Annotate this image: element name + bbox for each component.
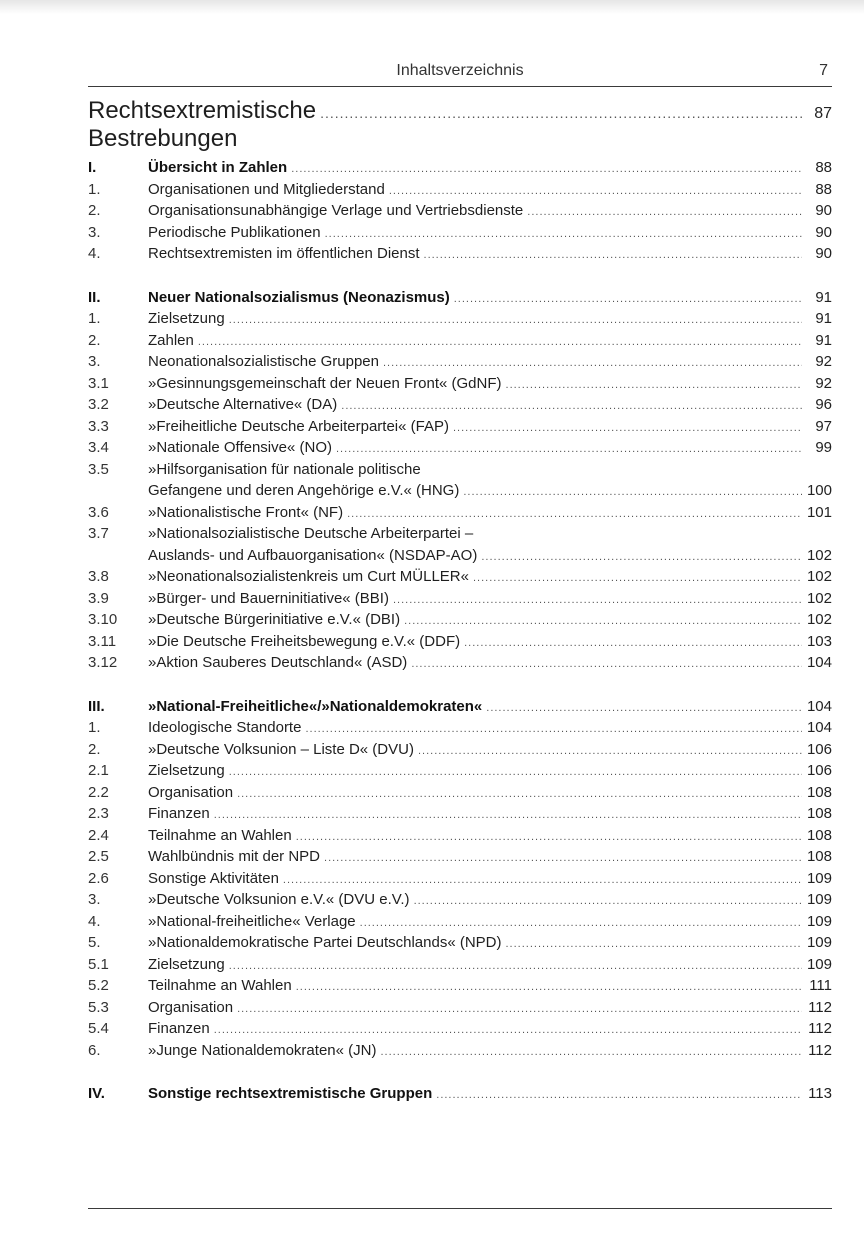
entry-title: Organisation: [148, 998, 234, 1016]
entry-number: IV.: [88, 1085, 105, 1102]
entry-page: 91: [815, 331, 832, 349]
entry-number: II.: [88, 288, 101, 306]
entry-number: 5.3: [88, 998, 109, 1016]
entry-number: 2.5: [88, 848, 109, 865]
entry-page: 97: [815, 417, 832, 435]
entry-page: 109: [806, 955, 832, 973]
entry-page: 92: [815, 353, 832, 370]
entry-number: 2.: [88, 202, 101, 219]
leader-dots: [320, 105, 802, 121]
entry-title: »Nationalsozialistische Deutsche Arbeiterpartei –: [148, 525, 474, 542]
toc-list: [88, 157, 832, 1105]
leader-dots: [473, 568, 802, 590]
toc-entry: [88, 868, 832, 890]
entry-page: 102: [806, 589, 832, 607]
entry-page: 112: [808, 998, 832, 1016]
running-header-title: Inhaltsverzeichnis: [396, 62, 524, 79]
entry-page: 109: [806, 912, 832, 930]
toc-entry: [88, 502, 832, 524]
entry-number: 2.6: [88, 869, 109, 887]
entry-number: 5.4: [88, 1020, 109, 1037]
toc-entry: [88, 373, 832, 395]
entry-title: Sonstige rechtsextremistische Gruppen: [148, 1085, 433, 1102]
toc-entry: [88, 1040, 832, 1062]
leader-dots: [506, 934, 803, 956]
entry-title: Organisationen und Mitgliederstand: [148, 180, 385, 198]
toc-entry: [88, 351, 832, 373]
entry-title: »Deutsche Alternative« (DA): [148, 396, 338, 413]
section-heading: [88, 157, 832, 179]
toc-entry: [88, 889, 832, 911]
entry-page: 111: [809, 977, 832, 994]
entry-title: Wahlbündnis mit der NPD: [148, 848, 321, 865]
header-rule: [88, 86, 832, 87]
entry-number: 3.7: [88, 525, 109, 542]
toc-entry: [88, 179, 832, 201]
entry-page: 104: [806, 697, 832, 715]
leader-dots: [336, 439, 802, 461]
section-heading: [88, 1083, 832, 1105]
toc-entry: [88, 739, 832, 761]
entry-page: 108: [806, 805, 832, 822]
entry-number: 3.4: [88, 439, 109, 456]
toc-entry: [88, 523, 832, 545]
leader-dots: [198, 332, 802, 354]
leader-dots: [291, 159, 802, 181]
entry-page: 92: [815, 374, 832, 392]
entry-number: 3.1: [88, 374, 109, 392]
entry-title: Teilnahme an Wahlen: [148, 826, 292, 844]
entry-page: 102: [806, 611, 832, 628]
toc-entry-continuation: [88, 545, 832, 567]
entry-title: »National-freiheitliche« Verlage: [148, 912, 356, 930]
entry-number: 2.: [88, 331, 101, 349]
leader-dots: [341, 396, 802, 418]
toc-entry-continuation: [88, 480, 832, 502]
entry-title: Finanzen: [148, 805, 210, 822]
toc-section: [88, 157, 832, 265]
leader-dots: [237, 784, 802, 806]
entry-title: Organisation: [148, 783, 234, 801]
toc-entry: [88, 609, 832, 631]
entry-number: 5.: [88, 934, 101, 951]
entry-title: Übersicht in Zahlen: [148, 159, 288, 176]
entry-title: »Deutsche Volksunion e.V.« (DVU e.V.): [148, 891, 410, 908]
entry-page: 101: [806, 503, 832, 521]
entry-number: 4.: [88, 912, 101, 930]
entry-number: 3.2: [88, 396, 109, 413]
part-title-page: 87: [814, 105, 832, 122]
entry-title: Gefangene und deren Angehörige e.V.« (HNG): [148, 482, 460, 499]
entry-title: Neonationalsozialistische Gruppen: [148, 353, 379, 370]
entry-number: 1.: [88, 310, 101, 327]
toc-entry: [88, 437, 832, 459]
toc-entry: [88, 308, 832, 330]
entry-number: 2.4: [88, 826, 109, 844]
entry-page: 109: [806, 869, 832, 887]
entry-number: 2.: [88, 740, 101, 758]
entry-number: 3.10: [88, 611, 118, 628]
entry-title: Auslands- und Aufbauorganisation« (NSDAP-AO): [148, 546, 478, 564]
leader-dots: [454, 289, 802, 311]
leader-dots: [424, 245, 802, 267]
entry-page: 108: [806, 826, 832, 844]
entry-title: »Bürger- und Bauerninitiative« (BBI): [148, 589, 389, 607]
leader-dots: [463, 482, 802, 504]
entry-number: 3.5: [88, 460, 109, 478]
leader-dots: [229, 310, 802, 332]
entry-title: »Neonationalsozialistenkreis um Curt MÜLLER«: [148, 568, 469, 585]
leader-dots: [453, 418, 802, 440]
leader-dots: [305, 719, 802, 741]
entry-title: Ideologische Standorte: [148, 719, 302, 736]
entry-title: »Freiheitliche Deutsche Arbeiterpartei« (FAP): [148, 417, 449, 435]
entry-title: »National-Freiheitliche«/»Nationaldemokraten«: [148, 697, 483, 715]
leader-dots: [418, 741, 802, 763]
entry-page: 91: [815, 288, 832, 306]
leader-dots: [296, 977, 802, 999]
entry-page: 106: [806, 740, 832, 758]
entry-page: 99: [815, 439, 832, 456]
entry-number: I.: [88, 159, 97, 176]
entry-number: 3.: [88, 223, 101, 241]
leader-dots: [436, 1085, 802, 1107]
entry-page: 90: [815, 223, 832, 241]
leader-dots: [393, 590, 802, 612]
toc-entry: [88, 394, 832, 416]
entry-number: 3.: [88, 891, 101, 908]
toc-entry: [88, 652, 832, 674]
entry-title: Finanzen: [148, 1020, 210, 1037]
section-heading: [88, 696, 832, 718]
toc-entry: [88, 330, 832, 352]
leader-dots: [506, 375, 802, 397]
entry-page: 109: [806, 891, 832, 908]
leader-dots: [347, 504, 802, 526]
toc-section: [88, 1083, 832, 1105]
leader-dots: [389, 181, 802, 203]
leader-dots: [229, 762, 802, 784]
entry-page: 88: [815, 159, 832, 176]
toc-entry: [88, 975, 832, 997]
entry-number: 2.1: [88, 762, 109, 779]
entry-title: Zielsetzung: [148, 955, 225, 973]
entry-title: »Gesinnungsgemeinschaft der Neuen Front« (GdNF): [148, 374, 502, 392]
toc-entry: [88, 416, 832, 438]
entry-title: Organisationsunabhängige Verlage und Vertriebsdienste: [148, 202, 524, 219]
part-title-line: [88, 97, 832, 152]
entry-page: 112: [808, 1041, 832, 1059]
entry-title: »Junge Nationaldemokraten« (JN): [148, 1041, 377, 1059]
section-heading: [88, 287, 832, 309]
toc-entry: [88, 846, 832, 868]
entry-page: 102: [806, 568, 832, 585]
running-header: [88, 56, 832, 86]
entry-title: »Hilfsorganisation für nationale politische: [148, 460, 421, 478]
entry-page: 113: [808, 1085, 832, 1102]
toc-entry: [88, 243, 832, 265]
toc-entry: [88, 200, 832, 222]
leader-dots: [464, 633, 802, 655]
entry-page: 109: [806, 934, 832, 951]
leader-dots: [404, 611, 802, 633]
entry-page: 90: [815, 245, 832, 262]
part-title: Rechtsextremistische Bestrebungen: [88, 97, 317, 152]
leader-dots: [325, 224, 802, 246]
toc-entry: [88, 760, 832, 782]
entry-title: »Nationalistische Front« (NF): [148, 503, 344, 521]
running-header-page-number: 7: [819, 62, 828, 79]
leader-dots: [380, 1042, 802, 1064]
entry-number: 1.: [88, 180, 101, 198]
leader-dots: [296, 827, 802, 849]
leader-dots: [283, 870, 802, 892]
toc-page: [88, 56, 832, 1105]
entry-title: »Nationaldemokratische Partei Deutschlands« (NPD): [148, 934, 502, 951]
scan-top-edge: [0, 0, 864, 14]
entry-title: »Deutsche Volksunion – Liste D« (DVU): [148, 740, 414, 758]
entry-number: 3.12: [88, 654, 118, 671]
entry-title: »Die Deutsche Freiheitsbewegung e.V.« (DDF): [148, 632, 461, 650]
entry-number: 6.: [88, 1041, 101, 1059]
entry-number: 3.11: [88, 632, 117, 650]
entry-number: III.: [88, 697, 105, 715]
entry-page: 104: [806, 654, 832, 671]
entry-page: 106: [806, 762, 832, 779]
leader-dots: [414, 891, 802, 913]
entry-number: 3.3: [88, 417, 109, 435]
toc-section: [88, 696, 832, 1062]
entry-number: 1.: [88, 719, 101, 736]
entry-page: 88: [815, 180, 832, 198]
leader-dots: [214, 805, 802, 827]
entry-number: 4.: [88, 245, 101, 262]
entry-number: 3.9: [88, 589, 109, 607]
entry-page: 90: [815, 202, 832, 219]
toc-entry: [88, 631, 832, 653]
entry-title: Rechtsextremisten im öffentlichen Dienst: [148, 245, 420, 262]
toc-entry: [88, 222, 832, 244]
leader-dots: [324, 848, 802, 870]
toc-entry: [88, 782, 832, 804]
leader-dots: [411, 654, 802, 676]
entry-title: Zielsetzung: [148, 762, 225, 779]
entry-title: Sonstige Aktivitäten: [148, 869, 279, 887]
entry-number: 2.2: [88, 783, 109, 801]
entry-page: 108: [806, 783, 832, 801]
entry-title: »Aktion Sauberes Deutschland« (ASD): [148, 654, 408, 671]
entry-number: 5.2: [88, 977, 109, 994]
leader-dots: [237, 999, 802, 1021]
leader-dots: [527, 202, 802, 224]
entry-number: 5.1: [88, 955, 109, 973]
entry-title: »Deutsche Bürgerinitiative e.V.« (DBI): [148, 611, 401, 628]
entry-title: Zielsetzung: [148, 310, 225, 327]
entry-page: 91: [815, 310, 832, 327]
toc-entry: [88, 825, 832, 847]
entry-number: 3.6: [88, 503, 109, 521]
leader-dots: [214, 1020, 802, 1042]
leader-dots: [360, 913, 802, 935]
entry-title: Zahlen: [148, 331, 194, 349]
leader-dots: [383, 353, 802, 375]
toc-entry: [88, 717, 832, 739]
entry-page: 112: [808, 1020, 832, 1037]
toc-entry: [88, 932, 832, 954]
entry-title: »Nationale Offensive« (NO): [148, 439, 332, 456]
entry-page: 103: [806, 632, 832, 650]
toc-entry: [88, 588, 832, 610]
entry-page: 96: [815, 396, 832, 413]
entry-title: Teilnahme an Wahlen: [148, 977, 292, 994]
entry-page: 104: [806, 719, 832, 736]
toc-entry: [88, 803, 832, 825]
toc-entry: [88, 1018, 832, 1040]
toc-section: [88, 287, 832, 674]
leader-dots: [229, 956, 802, 978]
toc-entry: [88, 954, 832, 976]
entry-title: Periodische Publikationen: [148, 223, 321, 241]
leader-dots: [481, 547, 802, 569]
toc-entry: [88, 459, 832, 481]
entry-number: 3.8: [88, 568, 109, 585]
toc-entry: [88, 997, 832, 1019]
entry-page: 108: [806, 848, 832, 865]
entry-page: 102: [806, 546, 832, 564]
toc-entry: [88, 911, 832, 933]
entry-title: Neuer Nationalsozialismus (Neonazismus): [148, 288, 450, 306]
leader-dots: [486, 698, 802, 720]
toc-entry: [88, 566, 832, 588]
entry-number: 2.3: [88, 805, 109, 822]
entry-number: 3.: [88, 353, 101, 370]
entry-page: 100: [806, 482, 832, 499]
footer-rule: [88, 1208, 832, 1209]
